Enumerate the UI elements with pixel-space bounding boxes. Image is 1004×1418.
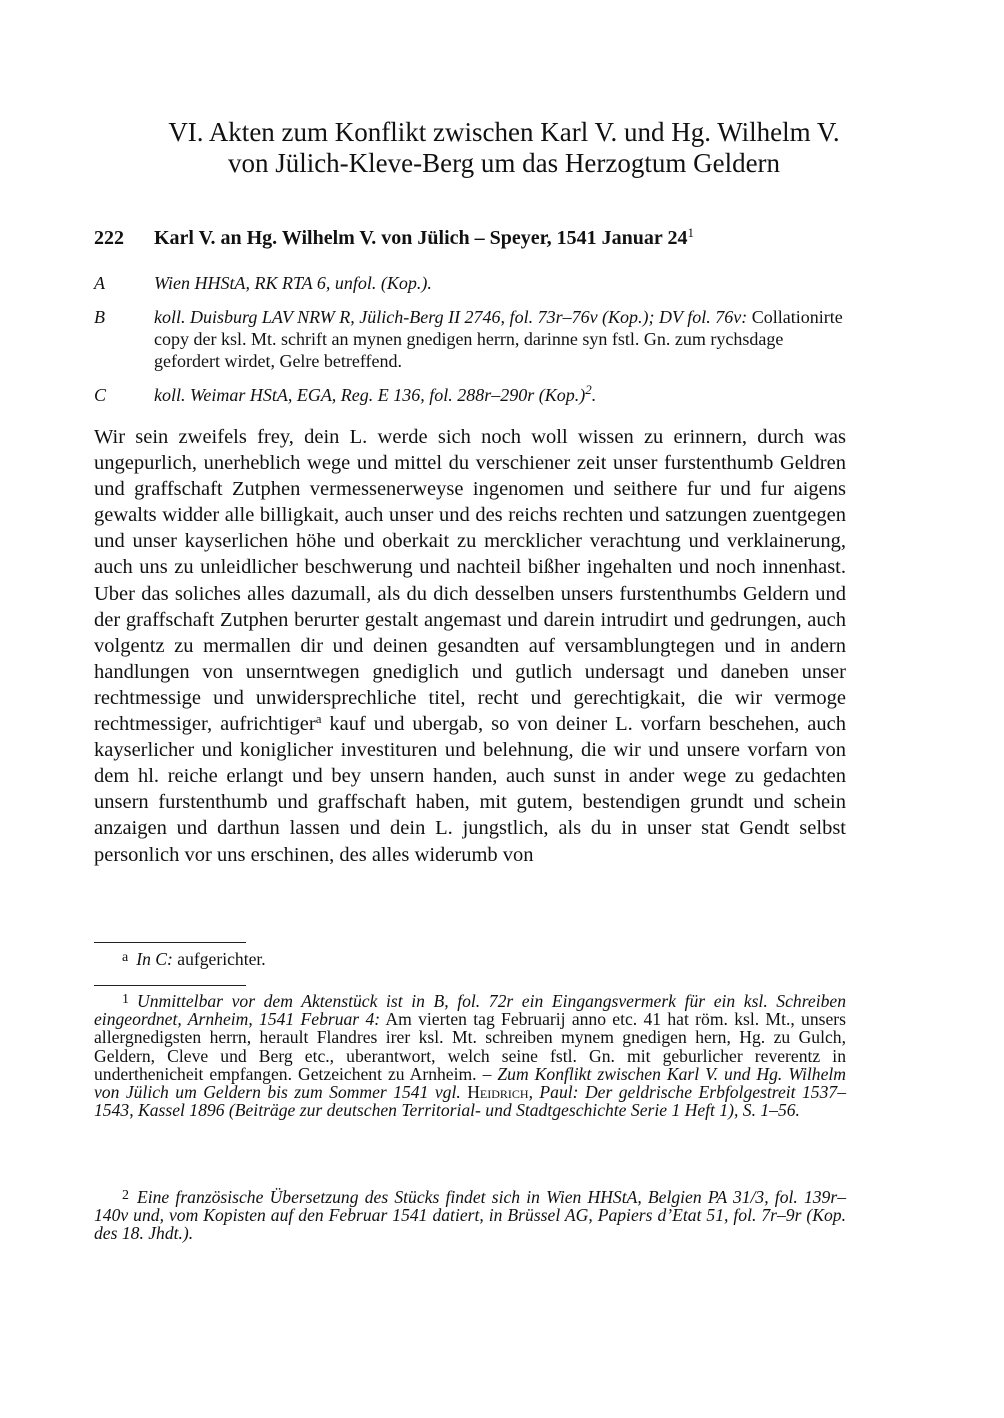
document-body-text <box>94 424 846 868</box>
source-text: koll. Weimar HStA, EGA, Reg. E 136, fol. 288r–290r (Kop.) <box>154 385 586 405</box>
source-c <box>94 384 846 406</box>
footnote-ref-2[interactable]: 2 <box>585 382 592 397</box>
source-a <box>94 272 846 294</box>
footnote-rule <box>94 985 246 986</box>
footnote-2-text: Eine französische Übersetzung des Stücks findet sich in Wien HHStA, Belgien PA 31/3, fol. 139r–140v und, vom Kopisten auf den Februar 1541 datiert, in Brüssel AG, Papiers d’Etat 51, fol. 7r–9r (Kop. des 18. Jhdt.). <box>94 1187 846 1244</box>
part-title-line-1: VI. Akten zum Konflikt zwischen Karl V. und Hg. Wilhelm V. <box>168 117 840 147</box>
part-title <box>94 117 914 179</box>
footnote-1-quote: Am vierten tag Februarij anno etc. 41 hat röm. ksl. Mt., unsers allergnedigsten herrn, herault Flandres irer ksl. Mt. schreiben mynem gnedigen hern, Hg. zu Gulch, Geldern, Cleve und Berg etc., uberantwort, welch seine fstl. Gn. mit geburlicher reverentz in underthenicheit empfangen. Getzeichent zu Arnheim. <box>94 1009 846 1084</box>
variant-note-text: aufgerichter. <box>177 949 266 969</box>
source-sigle: A <box>94 273 105 293</box>
source-text: Wien HHStA, RK RTA 6, unfol. (Kop.). <box>154 273 432 293</box>
document-title: Karl V. an Hg. Wilhelm V. von Jülich – Speyer, 1541 Januar 24 <box>154 227 688 249</box>
source-b <box>94 306 846 372</box>
dorsal-note: Collationirte copy der ksl. Mt. schrift an mynen gnedigen herrn, darinne syn fstl. Gn. zum rychsdage gefordert wirdet, Gelre betreffend. <box>154 307 843 371</box>
footnote-1-italic-1: Unmittelbar vor dem Aktenstück ist in B, fol. 72r ein Eingangsvermerk für ein ksl. Schreiben eingeordnet, Arnheim, 1541 Februar 4: <box>94 991 846 1030</box>
body-text-part-2: kauf und ubergab, so von deiner L. vorfarn beschehen, auch kayserlicher und koniglicher investituren und belehnung, die wir und unsere vorfarn von dem hl. reiche erlangt und bey unsern handen, auch sunst in ander wege zu gedachten unsern furstenthumb und graffschaft haben, mit gutem, bestendigen grundt und schein anzaigen und darthun lassen und dein L. jungstlich, als du in unser stat Gendt selbst personlich vor uns erschinen, des alles widerumb von <box>94 713 846 866</box>
part-title-line-2: von Jülich-Kleve-Berg um das Herzogtum Geldern <box>227 148 781 178</box>
source-sigle: B <box>94 307 105 327</box>
footnote-1-italic-3: , Paul: Der geldrische Erbfolgestreit 1537–1543, Kassel 1896 (Beiträge zur deutschen Territorial- und Stadtgeschichte Serie 1 Heft 1), S. 1–56. <box>94 1082 846 1121</box>
body-text-part-1: Wir sein zweifels frey, dein L. werde sich noch woll wissen zu erinnern, durch was ungepurlich, unerheblich wege und mittel du verschiener zeit unser furstenthumb Geldren und graffschaft Zutphen vermessenerweyse ingenomen und seithere fur und fur aigens gewalts widder alle billigkait, auch unser und des reichs rechten und satzungen zuentgegen und unser kayserlichen höhe und oberkait zu mercklicher verachtung und verklainerung, auch uns zu unleidlicher beschwerung und nachteil bißher ingehalten und noch innenhast. Uber das soliches alles dazumall, als du dich desselben unsers furstenthumbs Geldern und der graffschaft Zutphen berurter gestalt angemast und darein intrudirt und gedrungen, auch volgentz zu mermallen dir und deinen gesandten auf versamblungtegen und in andern handlungen von unserntwegen gnediglich und gutlich undersagt und daneben unser rechtmessige und unwidersprechliche titel, recht und gerechtigkait, die wir vermoge rechtmessiger, aufrichtiger <box>94 426 846 736</box>
variant-note-a: a In C: aufgerichter. <box>122 949 266 969</box>
source-text: koll. Duisburg LAV NRW R, Jülich-Berg II 2746, fol. 73r–76v (Kop.); DV fol. 76v: <box>154 307 748 327</box>
document-number: 222 <box>94 227 124 249</box>
variant-mark-a[interactable]: a <box>315 711 322 727</box>
footnote-1-author: Heidrich <box>467 1082 529 1103</box>
variant-apparatus-rule <box>94 942 246 943</box>
footnote-1-italic-2: – Zum Konflikt zwischen Karl V. und Hg. Wilhelm von Jülich um Geldern bis zum Sommer 1541 vgl. <box>94 1063 846 1103</box>
source-sigle: C <box>94 385 107 405</box>
document-heading <box>94 227 694 250</box>
footnote-1: 1 Unmittelbar vor dem Aktenstück ist in B, fol. 72r ein Eingangsvermerk für ein ksl. Schreiben eingeordnet, Arnheim, 1541 Februar 4: Am vierten tag Februarij anno etc. 41 hat röm. ksl. Mt., unsers allergnedigsten herrn, herault Flandres irer ksl. Mt. schreiben mynem gnedigen hern, Hg. zu Gulch, Geldern, Cleve und Berg etc., uberantwort, welch seine fstl. Gn. mit geburlicher reverentz in underthenicheit empfangen. Getzeichent zu Arnheim. – Zum Konflikt zwischen Karl V. und Hg. Wilhelm von Jülich um Geldern bis zum Sommer 1541 vgl. Heidrich, Paul: Der geldrische Erbfolgestreit 1537–1543, Kassel 1896 (Beiträge zur deutschen Territorial- und Stadtgeschichte Serie 1 Heft 1), S. 1–56. <box>94 991 846 1121</box>
footnote-ref-1[interactable]: 1 <box>687 225 694 240</box>
source-text-end: . <box>591 385 597 405</box>
variant-note-label: In C: <box>136 949 173 969</box>
footnote-2: 2 Eine französische Übersetzung des Stücks findet sich in Wien HHStA, Belgien PA 31/3, fol. 139r–140v und, vom Kopisten auf den Februar 1541 datiert, in Brüssel AG, Papiers d’Etat 51, fol. 7r–9r (Kop. des 18. Jhdt.). <box>94 1187 846 1244</box>
